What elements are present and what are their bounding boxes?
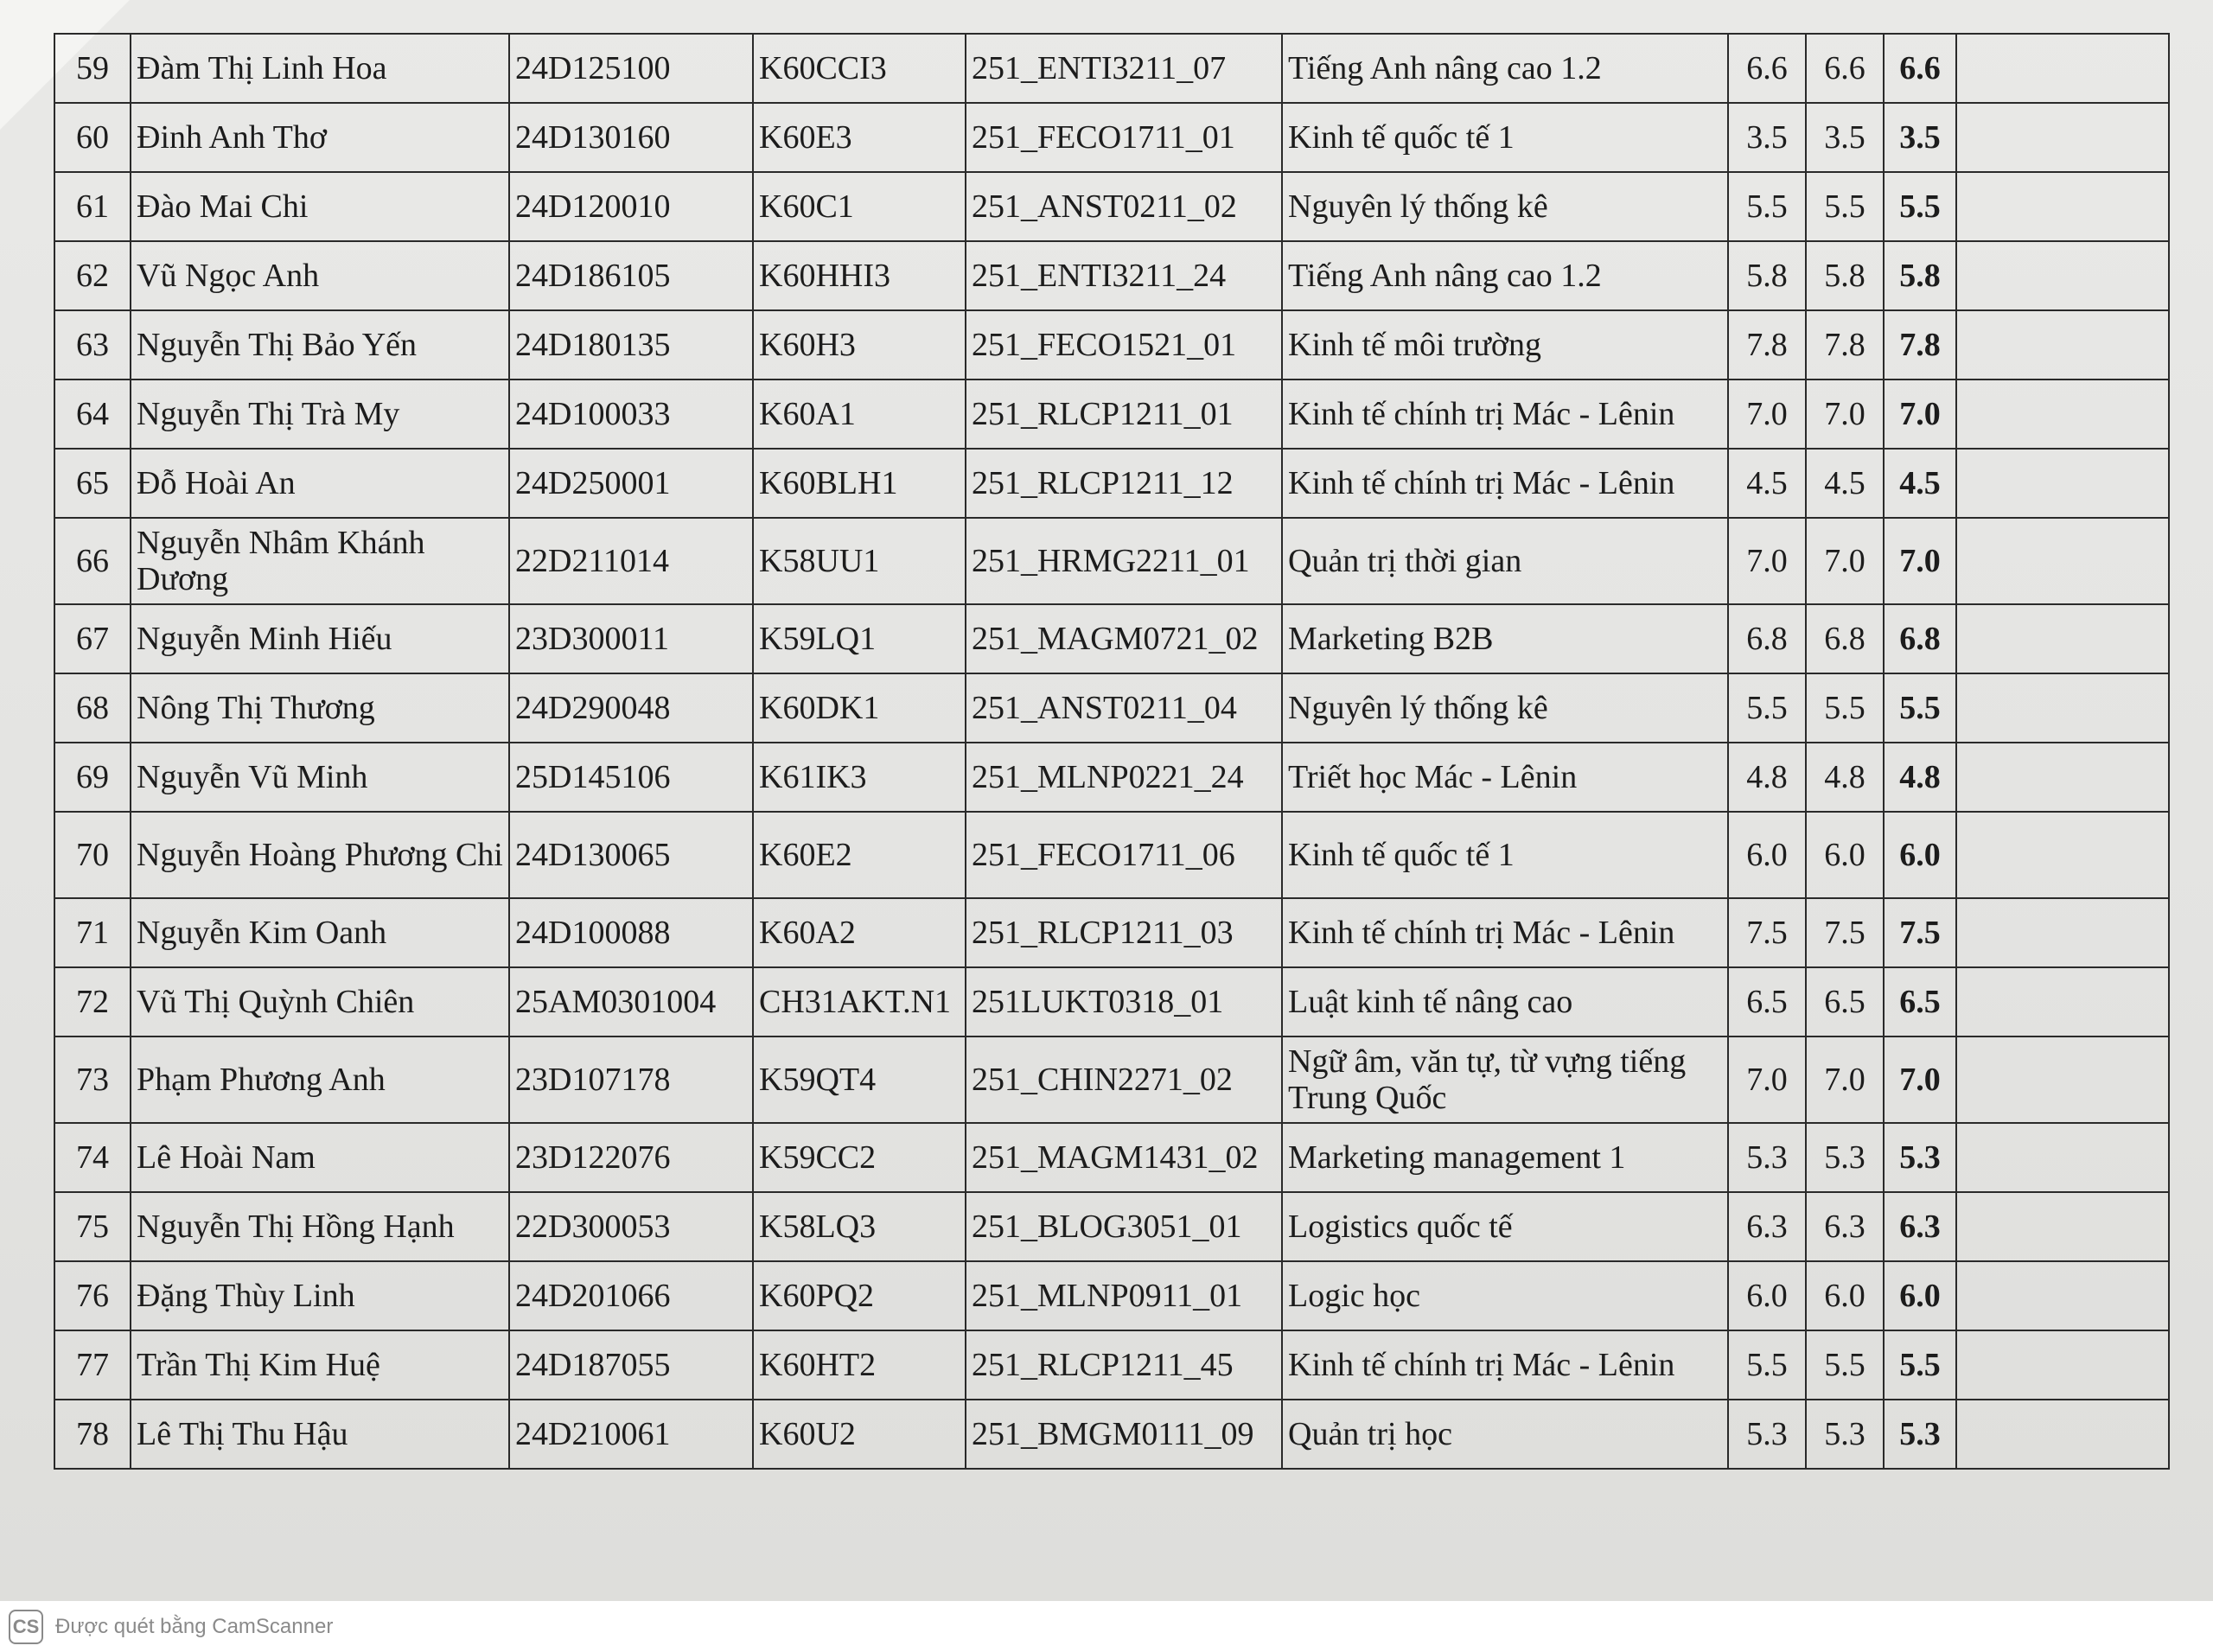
course-name-cell: Kinh tế chính trị Mác - Lênin — [1282, 1330, 1728, 1400]
grade-2-cell: 5.3 — [1806, 1123, 1884, 1192]
student-id-cell: 24D187055 — [509, 1330, 753, 1400]
student-name-cell: Nguyễn Nhâm Khánh Dương — [131, 518, 509, 604]
table-row — [54, 310, 2169, 380]
class-code-cell: K59LQ1 — [753, 604, 966, 673]
note-cell — [1956, 518, 2169, 604]
student-id-cell: 24D201066 — [509, 1261, 753, 1330]
student-name-cell: Nguyễn Hoàng Phương Chi — [131, 812, 509, 898]
grade-1-cell: 5.5 — [1728, 172, 1806, 241]
class-code-cell: K59QT4 — [753, 1036, 966, 1123]
course-name-cell: Kinh tế môi trường — [1282, 310, 1728, 380]
table-row — [54, 34, 2169, 103]
course-name-cell: Quản trị thời gian — [1282, 518, 1728, 604]
student-id-cell: 24D186105 — [509, 241, 753, 310]
table-row — [54, 673, 2169, 743]
final-grade-cell: 3.5 — [1884, 103, 1956, 172]
table-row — [54, 1192, 2169, 1261]
course-section-cell: 251_MLNP0221_24 — [966, 743, 1282, 812]
class-code-cell: K58LQ3 — [753, 1192, 966, 1261]
final-grade-cell: 5.5 — [1884, 172, 1956, 241]
final-grade-cell: 5.5 — [1884, 673, 1956, 743]
note-cell — [1956, 1192, 2169, 1261]
note-cell — [1956, 172, 2169, 241]
course-name-cell: Kinh tế chính trị Mác - Lênin — [1282, 449, 1728, 518]
grade-1-cell: 7.0 — [1728, 518, 1806, 604]
course-section-cell: 251_ENTI3211_07 — [966, 34, 1282, 103]
note-cell — [1956, 812, 2169, 898]
student-id-cell: 24D120010 — [509, 172, 753, 241]
course-name-cell: Luật kinh tế nâng cao — [1282, 967, 1728, 1036]
note-cell — [1956, 604, 2169, 673]
table-row — [54, 1261, 2169, 1330]
final-grade-cell: 6.6 — [1884, 34, 1956, 103]
grades-table-body — [54, 34, 2169, 1469]
student-name-cell: Đào Mai Chi — [131, 172, 509, 241]
row-number: 59 — [54, 34, 131, 103]
student-name-cell: Nguyễn Thị Trà My — [131, 380, 509, 449]
note-cell — [1956, 1261, 2169, 1330]
class-code-cell: K60E2 — [753, 812, 966, 898]
table-row — [54, 1330, 2169, 1400]
course-name-cell: Kinh tế quốc tế 1 — [1282, 812, 1728, 898]
final-grade-cell: 7.0 — [1884, 518, 1956, 604]
student-name-cell: Đinh Anh Thơ — [131, 103, 509, 172]
class-code-cell: K60H3 — [753, 310, 966, 380]
grade-2-cell: 6.0 — [1806, 812, 1884, 898]
row-number: 78 — [54, 1400, 131, 1469]
grade-2-cell: 5.5 — [1806, 1330, 1884, 1400]
course-name-cell: Logistics quốc tế — [1282, 1192, 1728, 1261]
course-name-cell: Ngữ âm, văn tự, từ vựng tiếng Trung Quốc — [1282, 1036, 1728, 1123]
student-name-cell: Đàm Thị Linh Hoa — [131, 34, 509, 103]
student-name-cell: Nông Thị Thương — [131, 673, 509, 743]
grade-1-cell: 6.8 — [1728, 604, 1806, 673]
course-section-cell: 251_MLNP0911_01 — [966, 1261, 1282, 1330]
class-code-cell: K60HT2 — [753, 1330, 966, 1400]
student-name-cell: Phạm Phương Anh — [131, 1036, 509, 1123]
student-id-cell: 24D100033 — [509, 380, 753, 449]
table-row — [54, 103, 2169, 172]
grade-1-cell: 7.0 — [1728, 1036, 1806, 1123]
course-section-cell: 251_ANST0211_02 — [966, 172, 1282, 241]
grade-2-cell: 3.5 — [1806, 103, 1884, 172]
student-id-cell: 24D210061 — [509, 1400, 753, 1469]
class-code-cell: K60BLH1 — [753, 449, 966, 518]
class-code-cell: K60A1 — [753, 380, 966, 449]
camscanner-caption: Được quét bằng CamScanner — [55, 1614, 334, 1638]
grade-2-cell: 6.8 — [1806, 604, 1884, 673]
table-row — [54, 898, 2169, 967]
note-cell — [1956, 743, 2169, 812]
course-name-cell: Triết học Mác - Lênin — [1282, 743, 1728, 812]
course-section-cell: 251_RLCP1211_45 — [966, 1330, 1282, 1400]
student-name-cell: Nguyễn Kim Oanh — [131, 898, 509, 967]
final-grade-cell: 5.3 — [1884, 1123, 1956, 1192]
course-name-cell: Logic học — [1282, 1261, 1728, 1330]
class-code-cell: K60E3 — [753, 103, 966, 172]
final-grade-cell: 5.5 — [1884, 1330, 1956, 1400]
grade-1-cell: 5.8 — [1728, 241, 1806, 310]
grade-2-cell: 4.5 — [1806, 449, 1884, 518]
final-grade-cell: 6.0 — [1884, 1261, 1956, 1330]
course-name-cell: Tiếng Anh nâng cao 1.2 — [1282, 34, 1728, 103]
row-number: 75 — [54, 1192, 131, 1261]
course-name-cell: Kinh tế chính trị Mác - Lênin — [1282, 380, 1728, 449]
grade-1-cell: 5.5 — [1728, 673, 1806, 743]
grade-1-cell: 6.6 — [1728, 34, 1806, 103]
grade-2-cell: 7.0 — [1806, 380, 1884, 449]
student-id-cell: 25AM0301004 — [509, 967, 753, 1036]
note-cell — [1956, 1400, 2169, 1469]
final-grade-cell: 5.8 — [1884, 241, 1956, 310]
class-code-cell: K60C1 — [753, 172, 966, 241]
final-grade-cell: 6.3 — [1884, 1192, 1956, 1261]
final-grade-cell: 4.8 — [1884, 743, 1956, 812]
table-row — [54, 449, 2169, 518]
grade-1-cell: 4.5 — [1728, 449, 1806, 518]
student-name-cell: Vũ Ngọc Anh — [131, 241, 509, 310]
row-number: 62 — [54, 241, 131, 310]
course-section-cell: 251_BMGM0111_09 — [966, 1400, 1282, 1469]
grade-2-cell: 7.0 — [1806, 1036, 1884, 1123]
grade-1-cell: 6.0 — [1728, 812, 1806, 898]
row-number: 64 — [54, 380, 131, 449]
student-name-cell: Nguyễn Vũ Minh — [131, 743, 509, 812]
course-name-cell: Kinh tế quốc tế 1 — [1282, 103, 1728, 172]
course-name-cell: Marketing management 1 — [1282, 1123, 1728, 1192]
course-name-cell: Nguyên lý thống kê — [1282, 673, 1728, 743]
grade-2-cell: 5.5 — [1806, 172, 1884, 241]
student-name-cell: Đặng Thùy Linh — [131, 1261, 509, 1330]
grade-2-cell: 6.6 — [1806, 34, 1884, 103]
course-section-cell: 251LUKT0318_01 — [966, 967, 1282, 1036]
note-cell — [1956, 380, 2169, 449]
class-code-cell: K60A2 — [753, 898, 966, 967]
course-name-cell: Marketing B2B — [1282, 604, 1728, 673]
student-id-cell: 22D211014 — [509, 518, 753, 604]
final-grade-cell: 6.0 — [1884, 812, 1956, 898]
course-section-cell: 251_FECO1711_06 — [966, 812, 1282, 898]
course-section-cell: 251_RLCP1211_03 — [966, 898, 1282, 967]
note-cell — [1956, 1123, 2169, 1192]
final-grade-cell: 5.3 — [1884, 1400, 1956, 1469]
grade-2-cell: 6.5 — [1806, 967, 1884, 1036]
row-number: 77 — [54, 1330, 131, 1400]
student-name-cell: Trần Thị Kim Huệ — [131, 1330, 509, 1400]
grade-1-cell: 7.0 — [1728, 380, 1806, 449]
row-number: 72 — [54, 967, 131, 1036]
table-row — [54, 172, 2169, 241]
grade-1-cell: 6.0 — [1728, 1261, 1806, 1330]
course-section-cell: 251_FECO1711_01 — [966, 103, 1282, 172]
grade-1-cell: 3.5 — [1728, 103, 1806, 172]
class-code-cell: K61IK3 — [753, 743, 966, 812]
student-id-cell: 23D107178 — [509, 1036, 753, 1123]
row-number: 63 — [54, 310, 131, 380]
grade-1-cell: 5.3 — [1728, 1400, 1806, 1469]
class-code-cell: K60DK1 — [753, 673, 966, 743]
note-cell — [1956, 241, 2169, 310]
note-cell — [1956, 1036, 2169, 1123]
student-id-cell: 24D125100 — [509, 34, 753, 103]
course-section-cell: 251_MAGM0721_02 — [966, 604, 1282, 673]
row-number: 68 — [54, 673, 131, 743]
final-grade-cell: 7.5 — [1884, 898, 1956, 967]
table-row — [54, 604, 2169, 673]
course-name-cell: Tiếng Anh nâng cao 1.2 — [1282, 241, 1728, 310]
grades-table — [54, 33, 2170, 1470]
note-cell — [1956, 103, 2169, 172]
course-section-cell: 251_CHIN2271_02 — [966, 1036, 1282, 1123]
row-number: 70 — [54, 812, 131, 898]
grade-2-cell: 5.3 — [1806, 1400, 1884, 1469]
student-id-cell: 24D290048 — [509, 673, 753, 743]
row-number: 65 — [54, 449, 131, 518]
table-row — [54, 812, 2169, 898]
note-cell — [1956, 967, 2169, 1036]
table-row — [54, 1123, 2169, 1192]
class-code-cell: K60U2 — [753, 1400, 966, 1469]
grade-2-cell: 5.8 — [1806, 241, 1884, 310]
note-cell — [1956, 1330, 2169, 1400]
grade-2-cell: 7.8 — [1806, 310, 1884, 380]
row-number: 74 — [54, 1123, 131, 1192]
grade-2-cell: 7.0 — [1806, 518, 1884, 604]
course-name-cell: Quản trị học — [1282, 1400, 1728, 1469]
student-id-cell: 23D300011 — [509, 604, 753, 673]
row-number: 76 — [54, 1261, 131, 1330]
grade-2-cell: 5.5 — [1806, 673, 1884, 743]
note-cell — [1956, 449, 2169, 518]
final-grade-cell: 7.8 — [1884, 310, 1956, 380]
course-section-cell: 251_RLCP1211_12 — [966, 449, 1282, 518]
student-name-cell: Lê Thị Thu Hậu — [131, 1400, 509, 1469]
final-grade-cell: 6.8 — [1884, 604, 1956, 673]
class-code-cell: K60PQ2 — [753, 1261, 966, 1330]
note-cell — [1956, 898, 2169, 967]
course-section-cell: 251_ANST0211_04 — [966, 673, 1282, 743]
final-grade-cell: 7.0 — [1884, 380, 1956, 449]
student-name-cell: Vũ Thị Quỳnh Chiên — [131, 967, 509, 1036]
table-row — [54, 380, 2169, 449]
row-number: 71 — [54, 898, 131, 967]
grade-2-cell: 6.0 — [1806, 1261, 1884, 1330]
student-name-cell: Nguyễn Thị Hồng Hạnh — [131, 1192, 509, 1261]
camscanner-footer — [0, 1601, 2213, 1652]
grade-2-cell: 6.3 — [1806, 1192, 1884, 1261]
grade-1-cell: 7.5 — [1728, 898, 1806, 967]
row-number: 69 — [54, 743, 131, 812]
grade-1-cell: 6.5 — [1728, 967, 1806, 1036]
note-cell — [1956, 673, 2169, 743]
course-section-cell: 251_FECO1521_01 — [966, 310, 1282, 380]
student-name-cell: Đỗ Hoài An — [131, 449, 509, 518]
note-cell — [1956, 310, 2169, 380]
course-section-cell: 251_HRMG2211_01 — [966, 518, 1282, 604]
camscanner-logo-icon: CS — [9, 1610, 43, 1644]
grade-2-cell: 4.8 — [1806, 743, 1884, 812]
row-number: 61 — [54, 172, 131, 241]
student-id-cell: 24D180135 — [509, 310, 753, 380]
class-code-cell: K60HHI3 — [753, 241, 966, 310]
grade-1-cell: 4.8 — [1728, 743, 1806, 812]
grade-1-cell: 7.8 — [1728, 310, 1806, 380]
table-row — [54, 1036, 2169, 1123]
student-id-cell: 24D250001 — [509, 449, 753, 518]
table-row — [54, 241, 2169, 310]
student-name-cell: Nguyễn Thị Bảo Yến — [131, 310, 509, 380]
course-name-cell: Nguyên lý thống kê — [1282, 172, 1728, 241]
table-row — [54, 1400, 2169, 1469]
course-section-cell: 251_MAGM1431_02 — [966, 1123, 1282, 1192]
student-id-cell: 22D300053 — [509, 1192, 753, 1261]
class-code-cell: K60CCI3 — [753, 34, 966, 103]
student-id-cell: 24D130160 — [509, 103, 753, 172]
grade-2-cell: 7.5 — [1806, 898, 1884, 967]
student-id-cell: 24D100088 — [509, 898, 753, 967]
student-id-cell: 25D145106 — [509, 743, 753, 812]
row-number: 67 — [54, 604, 131, 673]
table-row — [54, 967, 2169, 1036]
row-number: 73 — [54, 1036, 131, 1123]
final-grade-cell: 4.5 — [1884, 449, 1956, 518]
class-code-cell: K58UU1 — [753, 518, 966, 604]
course-name-cell: Kinh tế chính trị Mác - Lênin — [1282, 898, 1728, 967]
grade-1-cell: 6.3 — [1728, 1192, 1806, 1261]
final-grade-cell: 7.0 — [1884, 1036, 1956, 1123]
student-name-cell: Lê Hoài Nam — [131, 1123, 509, 1192]
table-row — [54, 743, 2169, 812]
student-id-cell: 24D130065 — [509, 812, 753, 898]
course-section-cell: 251_BLOG3051_01 — [966, 1192, 1282, 1261]
student-name-cell: Nguyễn Minh Hiếu — [131, 604, 509, 673]
table-row — [54, 518, 2169, 604]
final-grade-cell: 6.5 — [1884, 967, 1956, 1036]
row-number: 60 — [54, 103, 131, 172]
class-code-cell: CH31AKT.N1 — [753, 967, 966, 1036]
grade-1-cell: 5.5 — [1728, 1330, 1806, 1400]
note-cell — [1956, 34, 2169, 103]
class-code-cell: K59CC2 — [753, 1123, 966, 1192]
course-section-cell: 251_ENTI3211_24 — [966, 241, 1282, 310]
row-number: 66 — [54, 518, 131, 604]
grade-1-cell: 5.3 — [1728, 1123, 1806, 1192]
course-section-cell: 251_RLCP1211_01 — [966, 380, 1282, 449]
student-id-cell: 23D122076 — [509, 1123, 753, 1192]
